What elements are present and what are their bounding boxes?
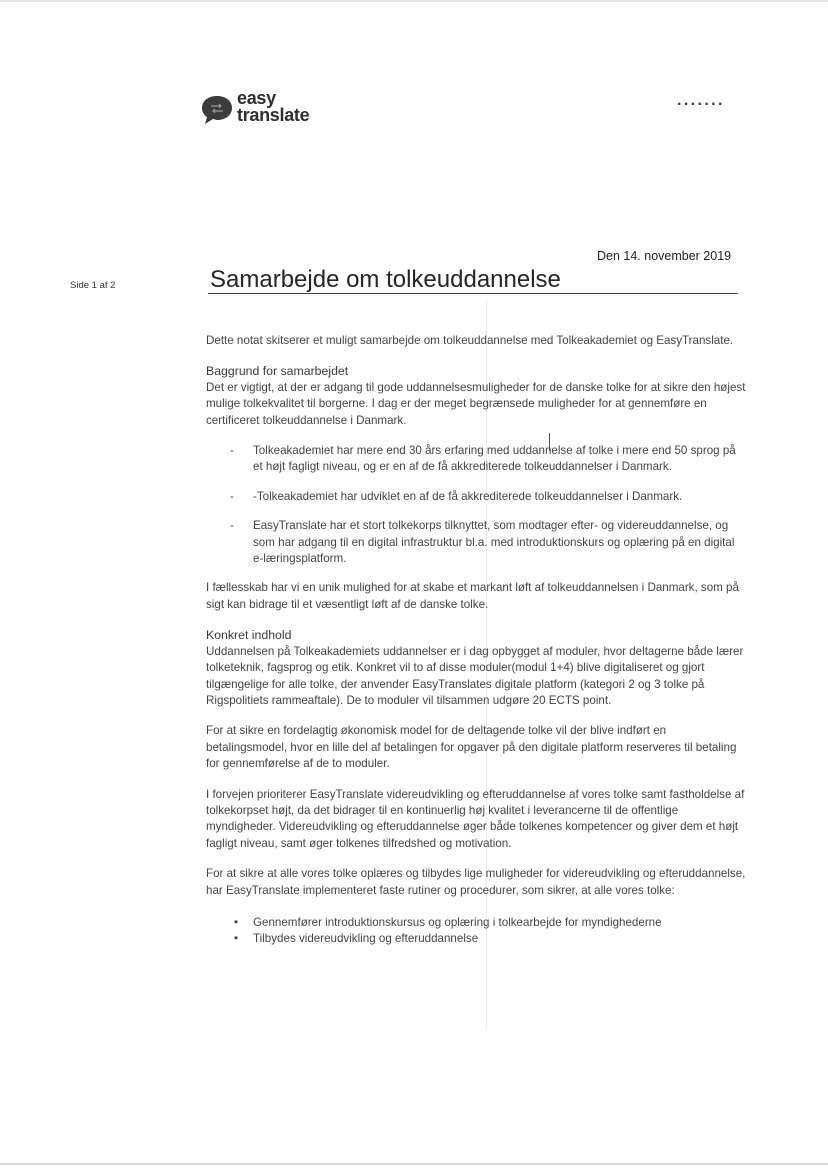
together-paragraph: I fællesskab har vi en unik mulighed for at skabe et markant løft af tolkeuddannelsen i Danmark, som på sigt kan bidrage til et væsentligt løft af de danske tolke. bbox=[206, 581, 739, 611]
section-heading-background: Baggrund for samarbejdet bbox=[206, 364, 349, 379]
document-body bbox=[206, 333, 746, 948]
title-underline bbox=[208, 293, 738, 294]
section-heading-content: Konkret indhold bbox=[206, 628, 292, 643]
list-item: • Tilbydes videreudvikling og efteruddannelse bbox=[206, 931, 746, 947]
list-item: • Gennemfører introduktionskursus og oplæring i tolkearbejde for myndighederne bbox=[206, 915, 746, 931]
routines-bullet-list bbox=[206, 915, 746, 948]
list-item: - EasyTranslate har et stort tolkekorps tilknyttet, som modtager efter- og videreuddannelse, og som har adgang til en digital infrastruktur bl.a. med introduktionskurs og oplæring på en digital e-læringsplatform. bbox=[206, 518, 746, 567]
document-date: Den 14. november 2019 bbox=[597, 249, 732, 263]
easytranslate-logo bbox=[200, 88, 330, 132]
content-paragraph: Uddannelsen på Tolkeakademiets uddannelser er i dag opbygget af moduler, hvor deltagerne både lærer tolketeknik, fagsprog og etik. Konkret vil to af disse moduler(modul 1+4) blive digitaliseret og gjort tilgængelige for alle tolke, der anvender EasyTranslates digitale platform (kategori 2 og 3 tolke på Rigspolitiets rammeaftale). De to moduler vil tilsammen udgøre 20 ECTS point. bbox=[206, 644, 744, 707]
page-number: Side 1 af 2 bbox=[70, 280, 116, 291]
scan-edge-bottom bbox=[0, 1163, 828, 1165]
scan-edge-top bbox=[0, 0, 828, 2]
list-item: - -Tolkeakademiet har udviklet en af de få akkrediterede tolkeuddannelser i Danmark. bbox=[206, 489, 746, 505]
document-title: Samarbejde om tolkeuddannelse bbox=[210, 266, 561, 293]
speech-bubble-icon bbox=[200, 94, 234, 126]
logo-word-easy: easy bbox=[237, 88, 276, 108]
header-dots: ······· bbox=[677, 96, 725, 113]
intro-paragraph: Dette notat skitserer et muligt samarbejde om tolkeuddannelse med Tolkeakademiet og EasyTranslate. bbox=[206, 334, 734, 347]
logo-wordmark bbox=[237, 90, 309, 124]
payment-model-paragraph: For at sikre en fordelagtig økonomisk model for de deltagende tolke vil der blive indført en betalingsmodel, hvor en lille del af betalingen for opgaver på den digitale platform reserveres til betaling for gennemførelse af de to moduler. bbox=[206, 724, 737, 771]
logo-word-translate: translate bbox=[237, 105, 310, 125]
priority-paragraph: I forvejen prioriterer EasyTranslate videreudvikling og efteruddannelse af vores tolke samt fastholdelse af tolkekorpset højt, da det bidrager til en kontinuerlig høj kvalitet i leverancerne til de offentlige myndigheder. Videreudvikling og efteruddannelse øger både tolkenes kompetencer og giver dem et højt fagligt niveau, samt øger tolkenes tilfredshed og motivation. bbox=[206, 787, 745, 850]
routines-paragraph: For at sikre at alle vores tolke oplæres og tilbydes lige muligheder for videreudvikling og efteruddannelse, har EasyTranslate implementeret faste rutiner og procedurer, som sikrer, at alle vores tolke: bbox=[206, 867, 746, 897]
list-item: - Tolkeakademiet har mere end 30 års erfaring med uddannelse af tolke i mere end 50 sprog på et højt fagligt niveau, og er en af de få akkrediterede tolkeuddannelser i Danmark. bbox=[206, 443, 746, 476]
background-bullet-list bbox=[206, 443, 746, 567]
background-paragraph: Det er vigtigt, at der er adgang til gode uddannelsesmuligheder for de danske tolke for at sikre den højest mulige tolkekvalitet til borgerne. I dag er der meget begrænsede muligheder for at gennemføre en certificeret tolkeuddannelse i Danmark. bbox=[206, 380, 746, 427]
